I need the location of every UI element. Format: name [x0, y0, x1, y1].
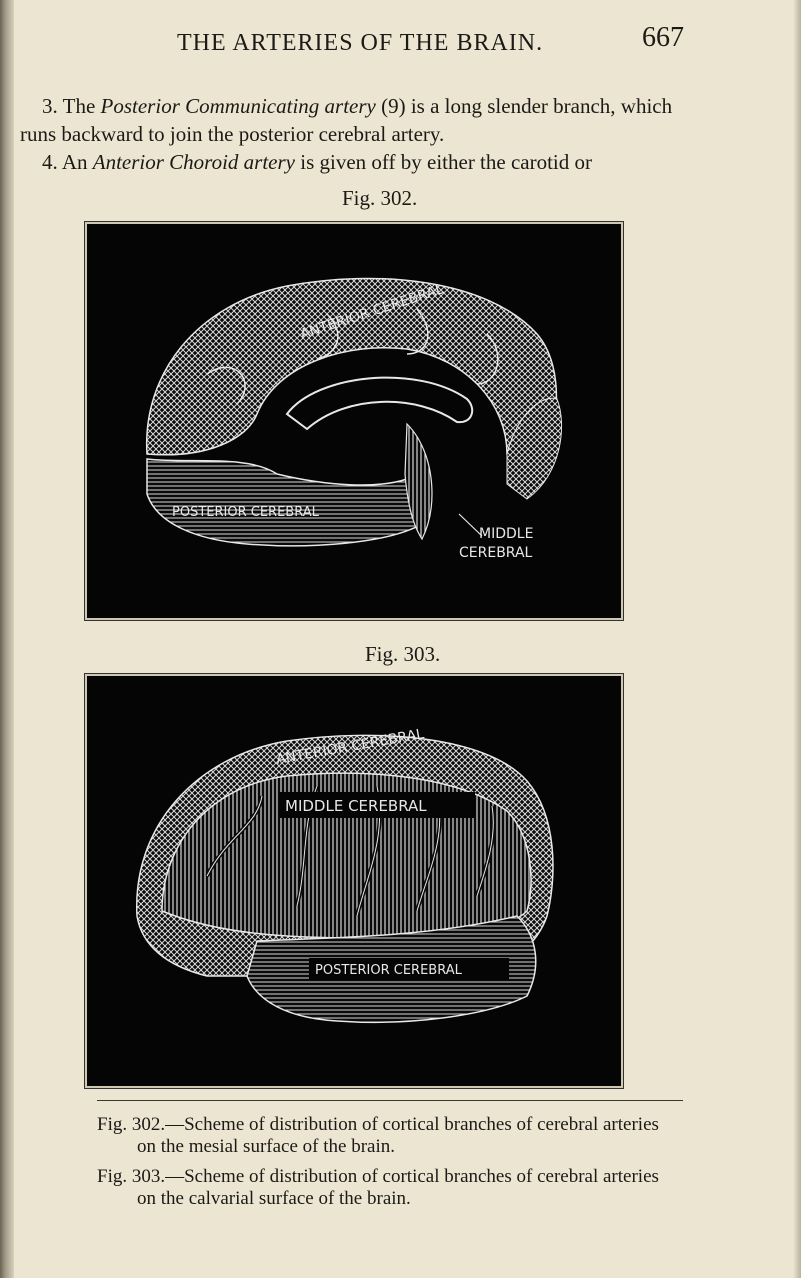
paragraph-number: 3.	[42, 94, 58, 118]
page-edge	[793, 0, 801, 1278]
running-head: THE ARTERIES OF THE BRAIN.	[177, 30, 544, 56]
paragraph-3	[20, 92, 690, 148]
figure-302-label: Fig. 302.	[342, 186, 418, 210]
page-number: 667	[642, 22, 684, 53]
caption-text-continued: on the calvarial surface of the brain.	[137, 1188, 411, 1209]
mesial-brain-illustration	[87, 224, 621, 618]
artery-name: Posterior Communicating artery	[100, 94, 376, 118]
paragraph-text: An	[61, 150, 93, 174]
paragraph-text: is given off by either the carotid or	[294, 150, 593, 174]
region-label: POSTERIOR CEREBRAL	[315, 963, 462, 978]
caption-fig-303	[97, 1166, 697, 1210]
region-label: MIDDLE CEREBRAL	[285, 797, 427, 815]
caption-text: —Scheme of distribution of cortical branches of cerebral arteries	[165, 1166, 659, 1187]
paragraph-4	[20, 148, 690, 176]
caption-label: Fig. 302.	[97, 1114, 166, 1135]
figure-302-mesial-brain	[85, 222, 623, 620]
paragraph-number: 4.	[42, 150, 58, 174]
artery-name: Anterior Choroid artery	[92, 150, 295, 174]
calvarial-brain-illustration	[87, 676, 621, 1086]
caption-text: —Scheme of distribution of cortical branches of cerebral arteries	[165, 1114, 659, 1135]
caption-divider	[97, 1100, 683, 1101]
book-spine-shadow	[0, 0, 14, 1278]
paragraph-text: The	[62, 94, 101, 118]
region-label: POSTERIOR CEREBRAL	[172, 505, 319, 520]
region-label: CEREBRAL	[459, 545, 533, 561]
caption-fig-302	[97, 1114, 697, 1158]
region-label: ANTERIOR CEREBRAL	[274, 726, 426, 768]
figure-303-label: Fig. 303.	[365, 642, 441, 666]
caption-label: Fig. 303.	[97, 1166, 166, 1187]
figure-303-calvarial-brain	[85, 674, 623, 1088]
region-label: ANTERIOR CEREBRAL	[298, 281, 446, 343]
corpus-callosum	[287, 378, 472, 429]
region-label: MIDDLE	[479, 526, 534, 542]
paragraph-text: (9) is a long slender branch, which runs backward to join the posterior cerebral artery.	[20, 94, 673, 146]
posterior-cerebral-territory	[147, 459, 422, 546]
caption-text-continued: on the mesial surface of the brain.	[137, 1136, 395, 1157]
